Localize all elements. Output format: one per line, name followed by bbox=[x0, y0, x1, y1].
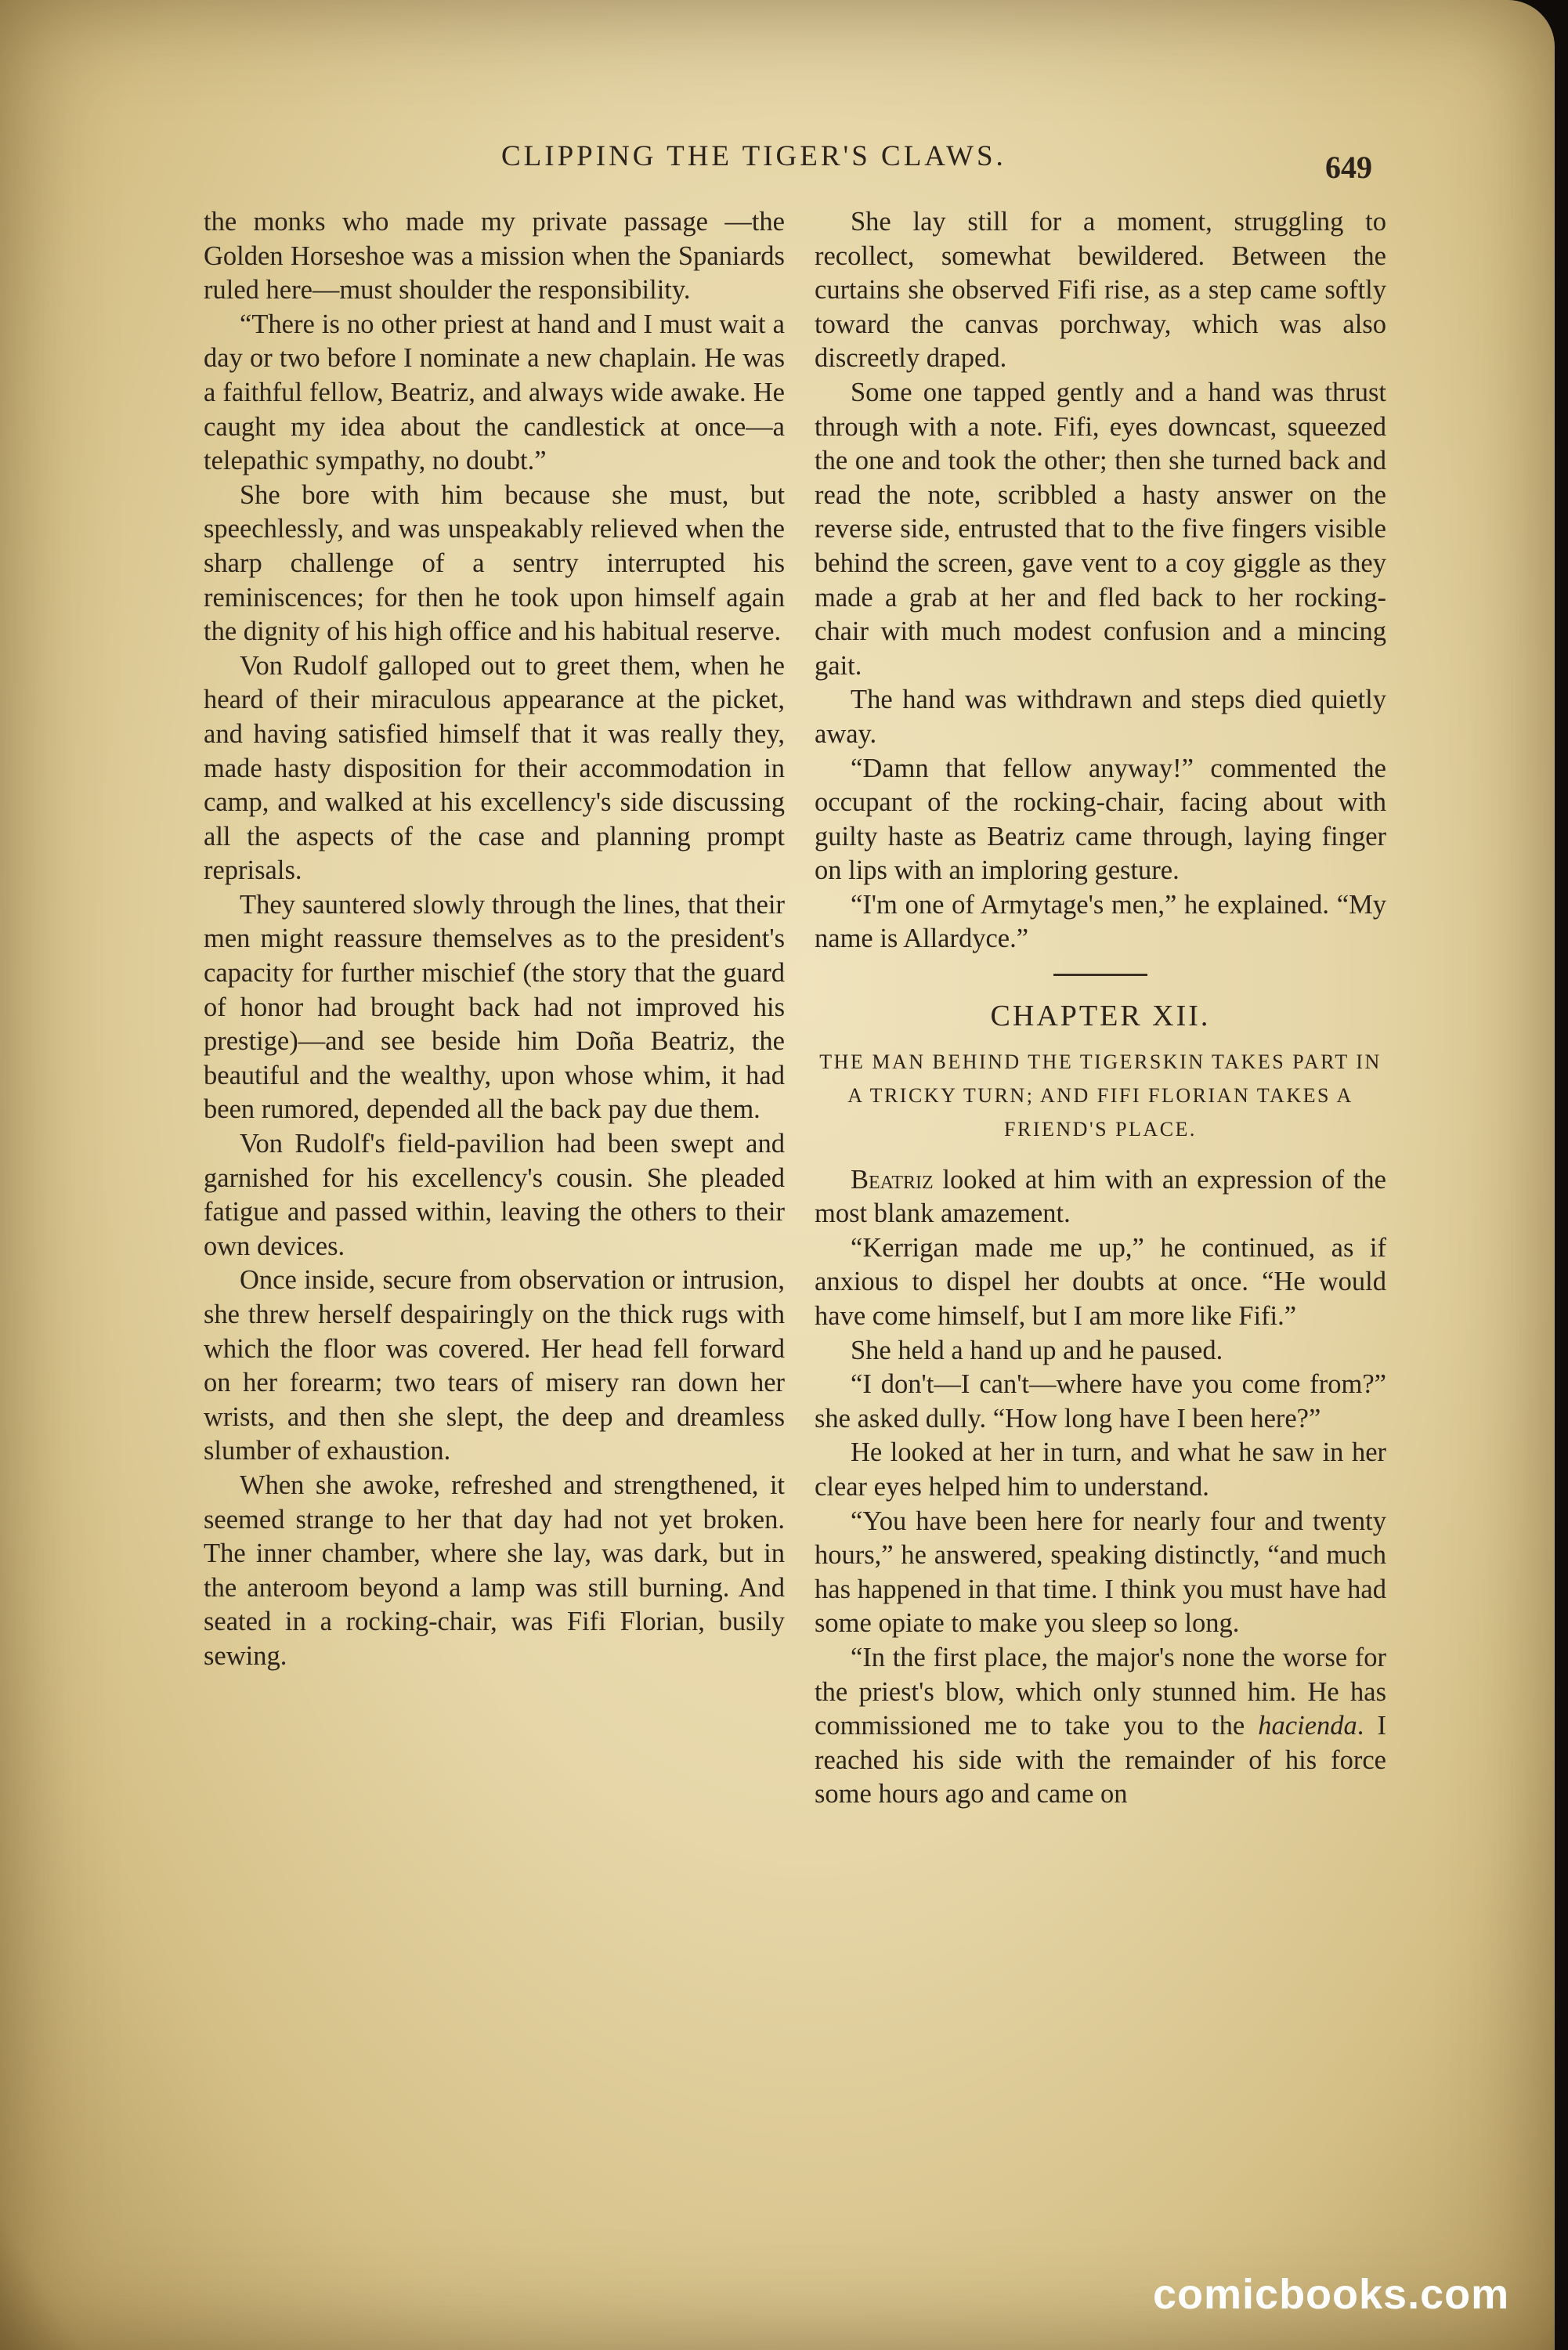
paragraph: “There is no other priest at hand and I must wait a day or two before I nominate a new chaplain. He was a faithful fellow, Beatriz, and always wide awake. He caught my idea about the candlestick at once—a telepathic sympathy, no doubt.” bbox=[204, 309, 785, 476]
right-column bbox=[815, 205, 1386, 1812]
paragraph: Von Rudolf's field-pavilion had been swept and garnished for his excellency's cousin. She pleaded fatigue and passed within, leaving the others to their own devices. bbox=[204, 1129, 785, 1261]
paragraph: The hand was withdrawn and steps died quietly away. bbox=[815, 685, 1386, 749]
paragraph: They sauntered slowly through the lines, that their men might reassure themselves as to the president's capacity for further mischief (the story that the guard of honor had brought back had not improved his prestige)—and see beside him Doña Beatriz, the beautiful and the wealthy, upon whose whim, it had been rumored, depended all the back pay due them. bbox=[204, 889, 785, 1125]
paragraph: Some one tapped gently and a hand was thrust through with a note. Fifi, eyes downcast, squeezed the one and took the other; then she turned back and read the note, scribbled a hasty answer on the reverse side, entrusted that to the five fingers visible behind the screen, gave vent to a coy giggle as they made a grab at her and fled back to her rocking-chair with much modest confusion and a mincing gait. bbox=[815, 377, 1386, 681]
paragraph: “Kerrigan made me up,” he continued, as if anxious to dispel her doubts at once. “He would have come himself, but I am more like Fifi.” bbox=[815, 1232, 1386, 1332]
paragraph: She lay still for a moment, struggling to recollect, somewhat bewildered. Between the curtains she observed Fifi rise, as a step came softly toward the canvas porchway, which was also discreetly draped. bbox=[815, 207, 1386, 374]
left-column bbox=[204, 205, 785, 1674]
paragraph-text: “In the first place, the major's none the worse for the priest's blow, which only stunned him. He has commissioned me to take you to the bbox=[815, 1642, 1386, 1741]
paragraph: He looked at her in turn, and what he saw in her clear eyes helped him to understand. bbox=[815, 1437, 1386, 1502]
paragraph-text: . I reached his side with the remainder of his force some hours ago and came on bbox=[815, 1711, 1386, 1810]
paragraph bbox=[815, 1641, 1386, 1812]
paragraph bbox=[815, 1163, 1386, 1231]
paragraph: Von Rudolf galloped out to greet them, when he heard of their miraculous appearance at the picket, and having satisfied himself that it was really they, made hasty disposition for their accommodation in camp, and walked at his excellency's side discussing all the aspects of the case and planning prompt reprisals. bbox=[204, 650, 785, 886]
paragraph-lead-word: Beatriz bbox=[851, 1164, 934, 1195]
paragraph: She held a hand up and he paused. bbox=[851, 1335, 1223, 1365]
page-number: 649 bbox=[1325, 150, 1372, 185]
paragraph: She bore with him because she must, but speechlessly, and was unspeakably relieved when the sharp challenge of a sentry interrupted his reminiscences; for then he took upon himself again the dignity of his high office and his habitual reserve. bbox=[204, 479, 785, 647]
paragraph: the monks who made my private passage —the Golden Horseshoe was a mission when the Spaniards ruled here—must shoulder the responsibility. bbox=[204, 207, 785, 306]
paragraph: When she awoke, refreshed and strengthened, it seemed strange to her that day had not yet broken. The inner chamber, where she lay, was dark, but in the anteroom beyond a lamp was still burning. And seated in a rocking-chair, was Fifi Florian, busily sewing. bbox=[204, 1470, 785, 1671]
paragraph: Once inside, secure from observation or intrusion, she threw herself despairingly on the thick rugs with which the floor was covered. Her head fell forward on her forearm; two tears of misery ran down her wrists, and then she slept, the deep and dreamless slumber of exhaustion. bbox=[204, 1265, 785, 1466]
paragraph: “Damn that fellow anyway!” commented the occupant of the rocking-chair, facing about with guilty haste as Beatriz came through, laying finger on lips with an imploring gesture. bbox=[815, 753, 1386, 886]
chapter-title: CHAPTER XII. bbox=[990, 1000, 1211, 1033]
chapter-summary: THE MAN BEHIND THE TIGERSKIN TAKES PART IN A TRICKY TURN; AND FIFI FLORIAN TAKES A FRIEND'S PLACE. bbox=[819, 1050, 1382, 1141]
italic-word: hacienda bbox=[1258, 1711, 1357, 1741]
paragraph-text: looked at him with an expression of the most blank amazement. bbox=[815, 1164, 1386, 1229]
running-head: CLIPPING THE TIGER'S CLAWS. bbox=[501, 140, 1006, 172]
paragraph: “I'm one of Armytage's men,” he explained. “My name is Allardyce.” bbox=[815, 889, 1386, 954]
section-divider bbox=[1053, 974, 1147, 976]
paragraph: “I don't—I can't—where have you come from?” she asked dully. “How long have I been here?” bbox=[815, 1369, 1386, 1434]
paragraph: “You have been here for nearly four and twenty hours,” he answered, speaking distinctly, “and much has happened in that time. I think you must have had some opiate to make you sleep so long. bbox=[815, 1506, 1386, 1639]
watermark-logo: comicbooks.com bbox=[1153, 2271, 1510, 2318]
